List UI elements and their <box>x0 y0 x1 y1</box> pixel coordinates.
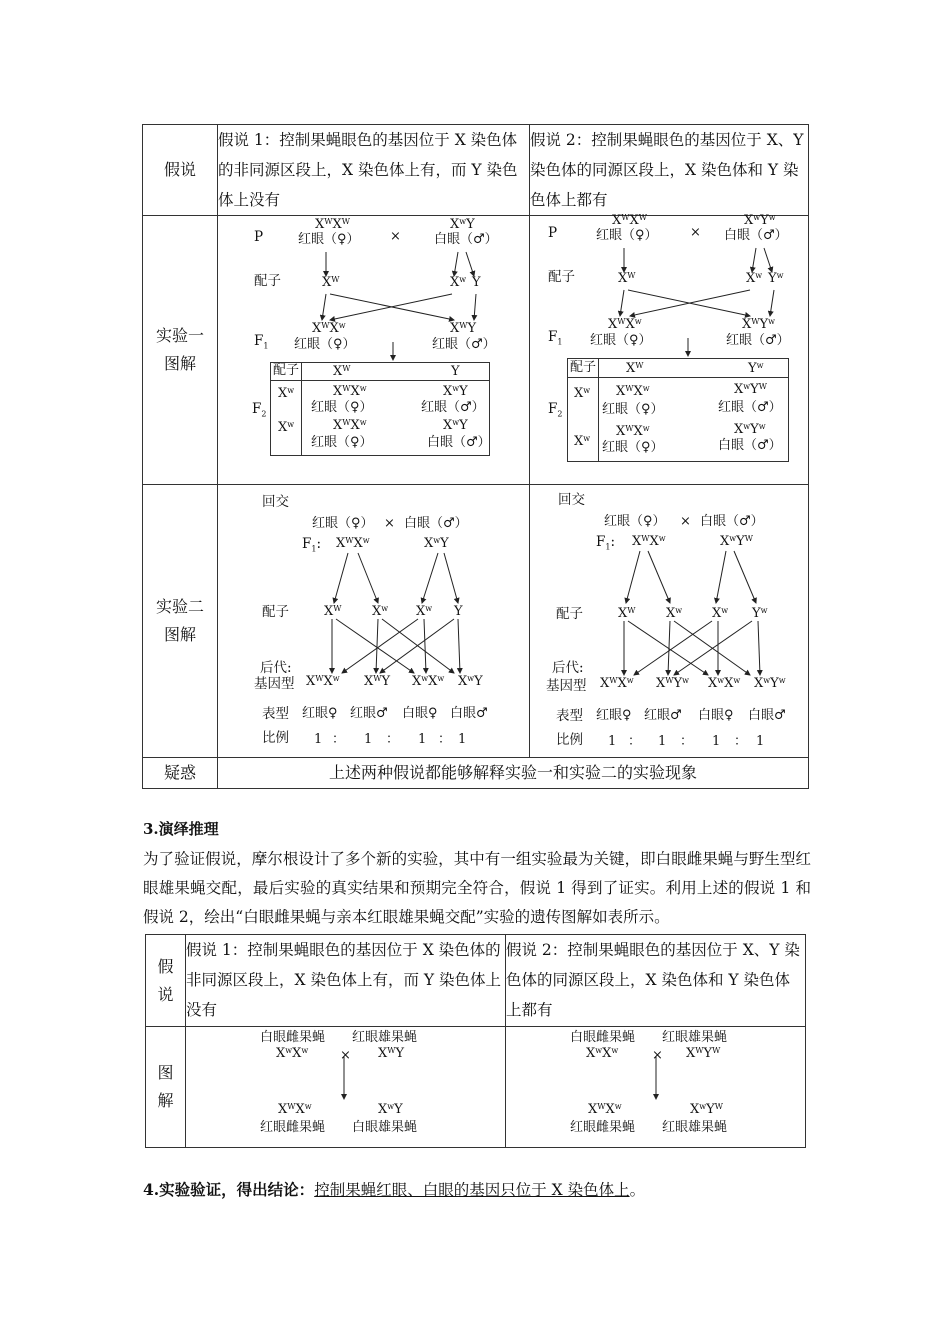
hypothesis-1-text: 假说 1：控制果蝇眼色的基因位于 X 染色体的非同源区段上，X 染色体上有，而 Y 染色体上没有 <box>218 125 530 216</box>
section-3-title: 3.演绎推理 <box>143 820 219 838</box>
exp2-diagram-h2: 回交 红眼（♀） × 白眼（♂） $F_1$: $X^WX^w$ $X^wY^W$ 配子 $X^W$ $X^w$ $X^w$ $Y^w$ 后代: 基因型 $X^WX^w$ $X^WY^w$ $X^wX^w$ $X^wY^w$ 表型 红眼♀ 红眼♂ 白眼♀ 白眼♂ 比例 1 ： 1 ： 1 ： 1 <box>530 485 809 758</box>
row-label-hypothesis: 假说 <box>143 125 218 216</box>
label-backcross: 回交 <box>262 494 289 510</box>
t2-label-hypothesis: 假 说 <box>146 935 186 1027</box>
doubt-text: 上述两种假说都能够解释实验一和实验二的实验现象 <box>218 758 809 789</box>
genotype-XwY: $X^wY$ <box>450 217 475 232</box>
t2-hypothesis-2: 假说 2：控制果蝇眼色的基因位于 X、Y 染色体的同源区段上，X 染色体和 Y 染色体上都有 <box>506 935 806 1027</box>
label-gamete: 配子 <box>254 273 281 289</box>
gamete-Xw: $X^W$ <box>322 275 340 290</box>
punnett-square-h1: 配子 $X^W$ Y $X^w$ $X^w$ $X^WX^w$ 红眼（♀） $X^wY$ 红眼（♂） $X^WX^w$ 红眼（♀） $X^wY$ 白眼（♂） <box>270 362 490 456</box>
section-4-conclusion: 控制果蝇红眼、白眼的基因只位于 X 染色体上 <box>314 1181 630 1199</box>
exp1-diagram-h2: $X^WX^W$ $X^wY^w$ P 红眼（♀） × 白眼（♂） 配子 $X^W$ $X^w$ $Y^w$ $X^WX^w$ $X^WY^w$ $F_1$ 红眼（♀） 红眼（♂） $F_2$ 配子 $X^W$ $Y^w$ $X^w$ $X^w$ $X^WX^w$ 红眼（♀） $X^wY^W$ 红眼（♂） $X^WX^w$ 红眼（♀） $X^wY^w$ 白眼（♂） <box>530 216 809 485</box>
punnett-header: 配子 <box>273 363 300 378</box>
genetics-table-2 <box>145 934 806 1148</box>
pheno-red-male-f1: 红眼（♂） <box>432 337 496 352</box>
section-4: 4.实验验证，得出结论：控制果蝇红眼、白眼的基因只位于 X 染色体上。 <box>143 1180 646 1199</box>
row-label-exp1: 实验一 图解 <box>143 216 218 485</box>
exp2-diagram-h1: 回交 红眼（♀） × 白眼（♂） $F_1$: $X^WX^w$ $X^wY$ 配子 $X^W$ $X^w$ $X^w$ Y 后代: 基因型 $X^WX^w$ $X^WY$ $X^wX^w$ $X^wY$ 表型 红眼♀ 红眼♂ 白眼♀ 白眼♂ 比例 1 ： 1 ： 1 ： 1 <box>218 485 530 758</box>
row-label-doubt: 疑惑 <box>143 758 218 789</box>
pheno-white-male: 白眼（♂） <box>434 232 498 247</box>
label-F1: $F_1$ <box>254 333 269 351</box>
pheno-red-female: 红眼（♀） <box>298 232 360 247</box>
exp1-diagram-h1 <box>218 216 530 485</box>
punnett-square-h2: 配子 $X^W$ $Y^w$ $X^w$ $X^w$ $X^WX^w$ 红眼（♀） $X^wY^W$ 红眼（♂） $X^WX^w$ 红眼（♀） $X^wY^w$ 白眼（♂） <box>567 358 789 462</box>
t2-label-diagram: 图 解 <box>146 1027 186 1148</box>
section-4-title: 4.实验验证，得出结论： <box>143 1180 315 1199</box>
t2-diagram-h2: 白眼雌果蝇 红眼雄果蝇 $X^wX^w$ × $X^WY^W$ $X^WX^w$ $X^wY^W$ 红眼雌果蝇 红眼雄果蝇 <box>506 1027 806 1148</box>
genetics-table-1 <box>142 124 809 789</box>
section-3-body: 为了验证假说，摩尔根设计了多个新的实验，其中有一组实验最为关键，即白眼雌果蝇与野生型红眼雄果蝇交配，最后实验的真实结果和预期完全符合，假说 1 得到了证实。利用上述的假说 1 和假说 2，绘出“白眼雌果蝇与亲本红眼雄果蝇交配”实验的遗传图解如表所示。 <box>143 850 811 926</box>
hypothesis-2-text: 假说 2：控制果蝇眼色的基因位于 X、Y 染色体的同源区段上，X 染色体和 Y 染色体上都有 <box>530 125 809 216</box>
f1-XwXw: $X^WX^w$ <box>312 321 346 336</box>
label-P: P <box>254 229 264 245</box>
t2-hypothesis-1: 假说 1：控制果蝇眼色的基因位于 X 染色体的非同源区段上，X 染色体上有，而 Y 染色体上没有 <box>186 935 506 1027</box>
gamete-Xw2: $X^w$ <box>450 275 467 290</box>
gamete-Y: Y <box>472 275 481 290</box>
f1-XwY: $X^WY$ <box>450 321 477 336</box>
genotype-XwXw: $X^WX^W$ <box>315 217 350 232</box>
label-F2: $F_2$ <box>252 401 267 419</box>
t2-diagram-h1: 白眼雌果蝇 红眼雄果蝇 $X^wX^w$ × $X^WY$ $X^WX^w$ $X^wY$ 红眼雌果蝇 白眼雄果蝇 <box>186 1027 506 1148</box>
row-label-exp2: 实验二 图解 <box>143 485 218 758</box>
cross-symbol: × <box>390 229 401 244</box>
pheno-red-female-f1: 红眼（♀） <box>294 337 356 352</box>
